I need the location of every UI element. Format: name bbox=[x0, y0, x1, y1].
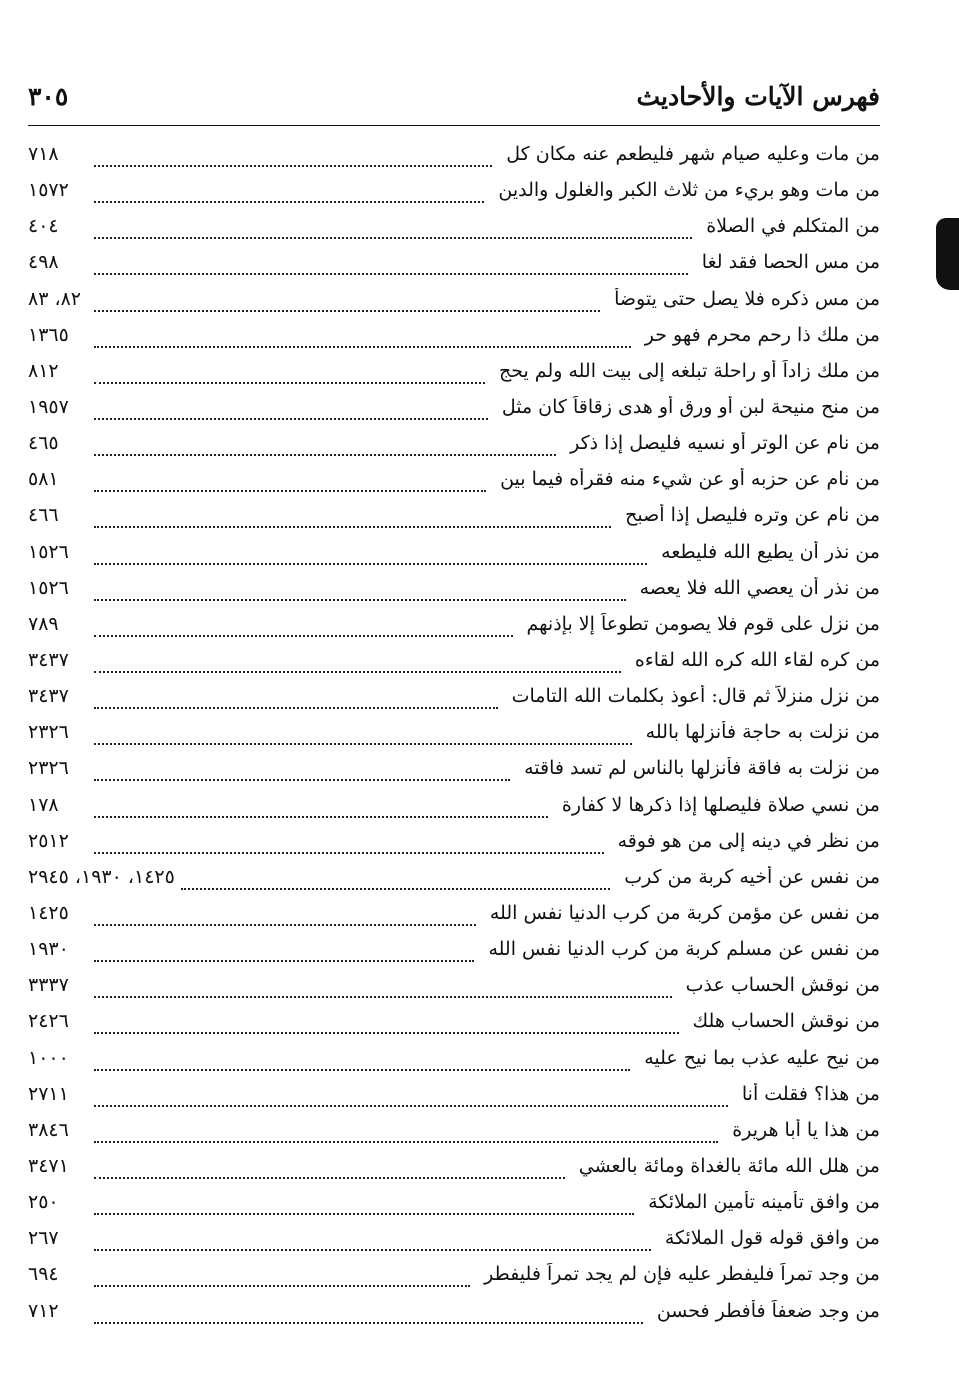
entry-reference-number: ١٧٨ bbox=[28, 793, 59, 816]
page-number: ٣٠٥ bbox=[28, 82, 69, 111]
index-entry bbox=[28, 1191, 880, 1227]
dot-leader bbox=[94, 1069, 630, 1071]
index-entry bbox=[28, 396, 880, 432]
index-entry bbox=[28, 577, 880, 613]
index-entry bbox=[28, 1300, 880, 1336]
dot-leader bbox=[94, 1249, 651, 1251]
entry-reference-number: ١٠٠٠ bbox=[28, 1046, 69, 1069]
index-entry bbox=[28, 685, 880, 721]
entry-text: من نزل على قوم فلا يصومن تطوعاً إلا بإذنهم bbox=[526, 612, 880, 635]
entry-text: من مس الحصا فقد لغا bbox=[701, 251, 880, 274]
index-entry bbox=[28, 468, 880, 504]
entry-text: من منح منيحة لبن أو ورق أو هدى زقاقاً كان مثل bbox=[501, 395, 880, 418]
dot-leader bbox=[94, 490, 486, 492]
entry-text: من نزلت به حاجة فأنزلها بالله bbox=[645, 721, 880, 744]
entry-text: من نظر في دينه إلى من هو فوقه bbox=[617, 829, 880, 852]
dot-leader bbox=[94, 635, 513, 637]
index-entry bbox=[28, 179, 880, 215]
page-header bbox=[28, 78, 880, 118]
entry-reference-number: ٥٨١ bbox=[28, 468, 59, 491]
index-entry-list bbox=[28, 143, 880, 1336]
entry-text: من نفس عن مسلم كربة من كرب الدنيا نفس الله bbox=[488, 938, 880, 961]
index-entry bbox=[28, 432, 880, 468]
entry-reference-number: ٨٢، ٨٣ bbox=[28, 287, 82, 310]
entry-reference-number: ١٩٥٧ bbox=[28, 395, 69, 418]
dot-leader bbox=[94, 563, 647, 565]
entry-reference-number: ١٤٢٥ bbox=[28, 901, 69, 924]
index-entry bbox=[28, 866, 880, 902]
entry-reference-number: ٤٩٨ bbox=[28, 251, 59, 274]
dot-leader bbox=[94, 1032, 679, 1034]
index-entry bbox=[28, 902, 880, 938]
index-entry bbox=[28, 324, 880, 360]
dot-leader bbox=[94, 1322, 643, 1324]
entry-reference-number: ٧١٢ bbox=[28, 1299, 59, 1322]
index-entry bbox=[28, 251, 880, 287]
entry-text: من ملك زاداً أو راحلة تبلغه إلى بيت الله ولم يحج bbox=[498, 359, 880, 382]
entry-text: من هلل الله مائة بالغداة ومائة بالعشي bbox=[578, 1154, 880, 1177]
dot-leader bbox=[94, 418, 488, 420]
entry-text: من مات وعليه صيام شهر فليطعم عنه مكان كل bbox=[506, 143, 880, 165]
entry-text: من نذر أن يعصي الله فلا يعصه bbox=[639, 576, 880, 599]
entry-reference-number: ٢٤٢٦ bbox=[28, 1010, 69, 1033]
entry-text: من هذا؟ فقلت أنا bbox=[741, 1082, 880, 1105]
entry-reference-number: ٢٦٧ bbox=[28, 1227, 59, 1250]
entry-text: من نوقش الحساب هلك bbox=[692, 1010, 880, 1033]
entry-reference-number: ١٤٢٥، ١٩٣٠، ٢٩٤٥ bbox=[28, 865, 175, 888]
entry-reference-number: ٦٩٤ bbox=[28, 1263, 59, 1286]
dot-leader bbox=[94, 526, 611, 528]
dot-leader bbox=[94, 743, 632, 745]
entry-text: من ملك ذا رحم محرم فهو حر bbox=[644, 323, 880, 346]
dot-leader bbox=[94, 996, 672, 998]
index-entry bbox=[28, 938, 880, 974]
index-entry bbox=[28, 504, 880, 540]
entry-text: من وافق قوله قول الملائكة bbox=[664, 1227, 880, 1250]
index-entry bbox=[28, 541, 880, 577]
dot-leader bbox=[94, 454, 556, 456]
page-edge-mark bbox=[936, 218, 959, 290]
dot-leader bbox=[94, 346, 631, 348]
dot-leader bbox=[94, 1141, 718, 1143]
entry-reference-number: ٤٦٦ bbox=[28, 504, 59, 527]
index-entry bbox=[28, 1155, 880, 1191]
entry-reference-number: ٢٣٢٦ bbox=[28, 721, 69, 744]
entry-reference-number: ١٥٢٦ bbox=[28, 540, 69, 563]
entry-reference-number: ٢٣٢٦ bbox=[28, 757, 69, 780]
entry-reference-number: ١٩٣٠ bbox=[28, 938, 69, 961]
entry-text: من مات وهو بريء من ثلاث الكبر والغلول والدين bbox=[498, 179, 880, 202]
entry-reference-number: ٢٥٠ bbox=[28, 1191, 59, 1214]
index-entry bbox=[28, 1083, 880, 1119]
entry-text: من نفس عن مؤمن كربة من كرب الدنيا نفس الله bbox=[489, 901, 880, 924]
dot-leader bbox=[94, 671, 621, 673]
dot-leader bbox=[94, 237, 692, 239]
dot-leader bbox=[94, 1213, 634, 1215]
dot-leader bbox=[94, 599, 626, 601]
index-entry bbox=[28, 1047, 880, 1083]
index-entry bbox=[28, 757, 880, 793]
index-entry bbox=[28, 288, 880, 324]
entry-text: من مس ذكره فلا يصل حتى يتوضأ bbox=[614, 287, 880, 310]
entry-text: من نام عن حزبه أو عن شيء منه فقرأه فيما بين bbox=[500, 468, 880, 491]
entry-reference-number: ١٥٧٢ bbox=[28, 179, 69, 202]
index-entry bbox=[28, 1263, 880, 1299]
index-entry bbox=[28, 721, 880, 757]
index-entry bbox=[28, 830, 880, 866]
dot-leader bbox=[94, 779, 510, 781]
entry-reference-number: ١٣٦٥ bbox=[28, 323, 69, 346]
index-entry bbox=[28, 974, 880, 1010]
entry-reference-number: ٣٣٣٧ bbox=[28, 974, 69, 997]
entry-text: من نوقش الحساب عذب bbox=[685, 974, 880, 997]
entry-reference-number: ١٥٢٦ bbox=[28, 576, 69, 599]
dot-leader bbox=[94, 165, 492, 167]
index-entry bbox=[28, 360, 880, 396]
entry-text: من وجد ضعفاً فأفطر فحسن bbox=[656, 1299, 880, 1322]
dot-leader bbox=[94, 816, 548, 818]
dot-leader bbox=[94, 1177, 565, 1179]
entry-reference-number: ٤٦٥ bbox=[28, 432, 59, 455]
entry-text: من وافق تأمينه تأمين الملائكة bbox=[648, 1191, 880, 1214]
index-entry bbox=[28, 143, 880, 179]
index-entry bbox=[28, 1010, 880, 1046]
entry-text: من نذر أن يطيع الله فليطعه bbox=[661, 540, 880, 563]
entry-text: من نزلت به فاقة فأنزلها بالناس لم تسد فاقته bbox=[524, 757, 880, 780]
dot-leader bbox=[94, 1105, 728, 1107]
entry-text: من هذا يا أبا هريرة bbox=[732, 1118, 880, 1141]
dot-leader bbox=[94, 924, 476, 926]
dot-leader bbox=[181, 888, 610, 890]
index-entry bbox=[28, 1119, 880, 1155]
dot-leader bbox=[94, 273, 688, 275]
entry-text: من وجد تمراً فليفطر عليه فإن لم يجد تمراً فليفطر bbox=[484, 1263, 880, 1286]
index-entry bbox=[28, 794, 880, 830]
entry-reference-number: ٧١٨ bbox=[28, 143, 59, 165]
entry-text: من نام عن الوتر أو نسيه فليصل إذا ذكر bbox=[570, 432, 880, 455]
index-entry bbox=[28, 215, 880, 251]
entry-reference-number: ٣٤٣٧ bbox=[28, 648, 69, 671]
entry-reference-number: ٢٧١١ bbox=[28, 1082, 69, 1105]
entry-text: من نسي صلاة فليصلها إذا ذكرها لا كفارة bbox=[561, 793, 880, 816]
entry-reference-number: ٣٤٣٧ bbox=[28, 685, 69, 708]
dot-leader bbox=[94, 960, 474, 962]
dot-leader bbox=[94, 707, 498, 709]
index-entry bbox=[28, 613, 880, 649]
dot-leader bbox=[94, 382, 485, 384]
header-rule bbox=[28, 125, 880, 126]
index-entry bbox=[28, 1227, 880, 1263]
entry-reference-number: ٧٨٩ bbox=[28, 612, 59, 635]
dot-leader bbox=[94, 1285, 470, 1287]
entry-text: من المتكلم في الصلاة bbox=[706, 215, 880, 238]
entry-text: من نيح عليه عذب بما نيح عليه bbox=[644, 1046, 880, 1069]
entry-text: من كره لقاء الله كره الله لقاءه bbox=[634, 648, 880, 671]
entry-text: من نفس عن أخيه كربة من كرب bbox=[624, 865, 880, 888]
entry-reference-number: ٨١٢ bbox=[28, 359, 59, 382]
page-title: فهرس الآيات والأحاديث bbox=[636, 82, 880, 111]
entry-reference-number: ٢٥١٢ bbox=[28, 829, 69, 852]
entry-text: من نام عن وتره فليصل إذا أصبح bbox=[625, 504, 880, 527]
entry-reference-number: ٣٨٤٦ bbox=[28, 1118, 69, 1141]
dot-leader bbox=[94, 310, 600, 312]
entry-reference-number: ٤٠٤ bbox=[28, 215, 59, 238]
dot-leader bbox=[94, 852, 604, 854]
entry-text: من نزل منزلاً ثم قال: أعوذ بكلمات الله التامات bbox=[511, 685, 880, 708]
index-entry bbox=[28, 649, 880, 685]
dot-leader bbox=[94, 201, 484, 203]
entry-reference-number: ٣٤٧١ bbox=[28, 1154, 69, 1177]
